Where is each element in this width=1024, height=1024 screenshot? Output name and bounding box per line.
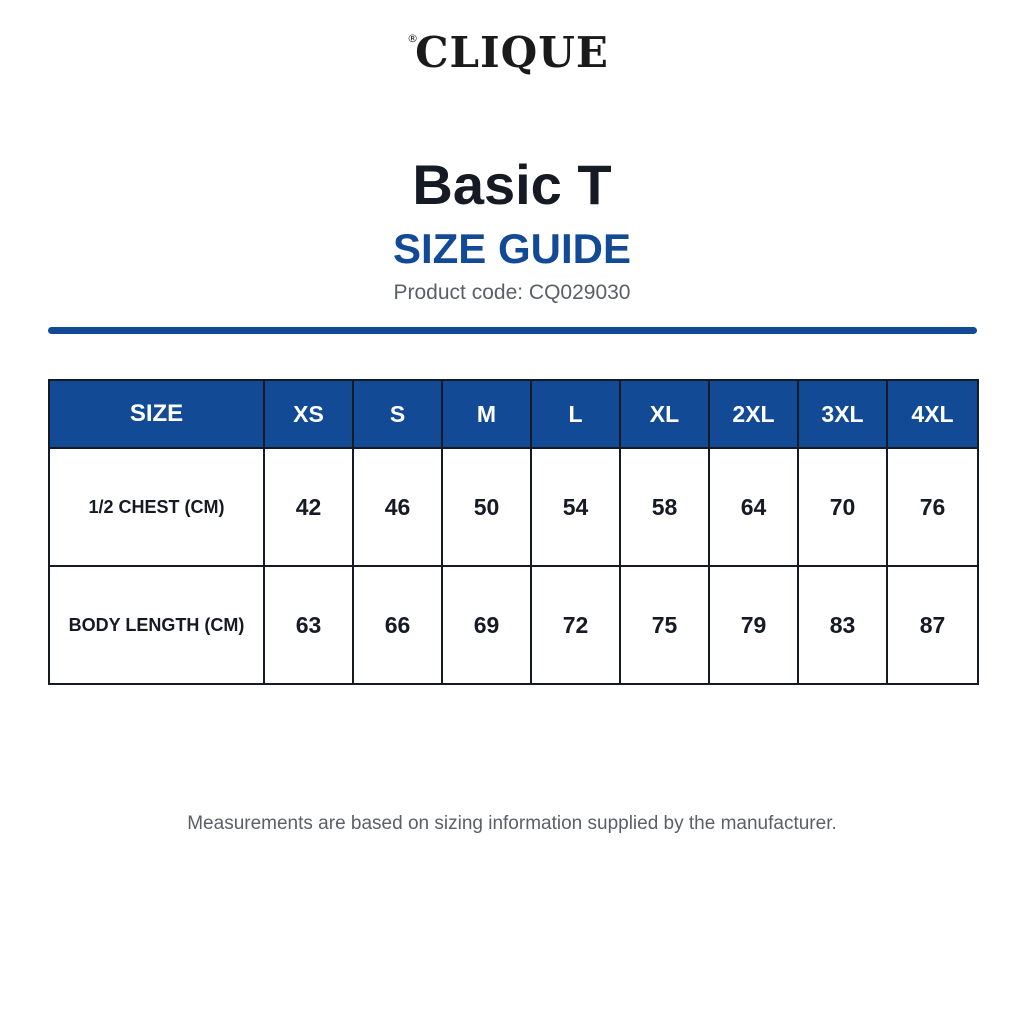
table-cell: 50 (442, 448, 531, 566)
header-cell-4xl: 4XL (887, 380, 978, 448)
footnote: Measurements are based on sizing information supplied by the manufacturer. (187, 813, 837, 834)
table-cell: 72 (531, 566, 620, 684)
header-divider (48, 327, 977, 334)
table-cell: 63 (264, 566, 353, 684)
table-cell: 54 (531, 448, 620, 566)
table-cell: 66 (353, 566, 442, 684)
header-cell-m: M (442, 380, 531, 448)
table-cell: 83 (798, 566, 887, 684)
table-cell: 69 (442, 566, 531, 684)
table-cell: 64 (709, 448, 798, 566)
header-cell-3xl: 3XL (798, 380, 887, 448)
table-cell: 87 (887, 566, 978, 684)
table-cell: 75 (620, 566, 709, 684)
registered-mark: ® (407, 32, 419, 45)
table-cell: 58 (620, 448, 709, 566)
table-row-chest (49, 448, 978, 566)
header-cell-size: SIZE (49, 380, 264, 448)
header-cell-2xl: 2XL (709, 380, 798, 448)
header-cell-s: S (353, 380, 442, 448)
product-code: Product code: CQ029030 (393, 281, 631, 304)
table-cell: 70 (798, 448, 887, 566)
header-cell-xl: XL (620, 380, 709, 448)
table-header-row (49, 380, 978, 448)
table-cell: 76 (887, 448, 978, 566)
table-cell: 42 (264, 448, 353, 566)
header-cell-l: L (531, 380, 620, 448)
brand-logo-wordmark (407, 28, 609, 77)
page-subtitle: SIZE GUIDE (392, 225, 632, 272)
row-label-chest: 1/2 CHEST (CM) (49, 448, 264, 566)
header-cell-xs: XS (264, 380, 353, 448)
page-title: Basic T (412, 153, 612, 216)
row-label-body-length: BODY LENGTH (CM) (49, 566, 264, 684)
brand-logo (0, 28, 1024, 77)
size-table (48, 379, 979, 685)
brand-name: CLIQUE (415, 28, 609, 77)
table-cell: 46 (353, 448, 442, 566)
table-row-body-length (49, 566, 978, 684)
table-cell: 79 (709, 566, 798, 684)
